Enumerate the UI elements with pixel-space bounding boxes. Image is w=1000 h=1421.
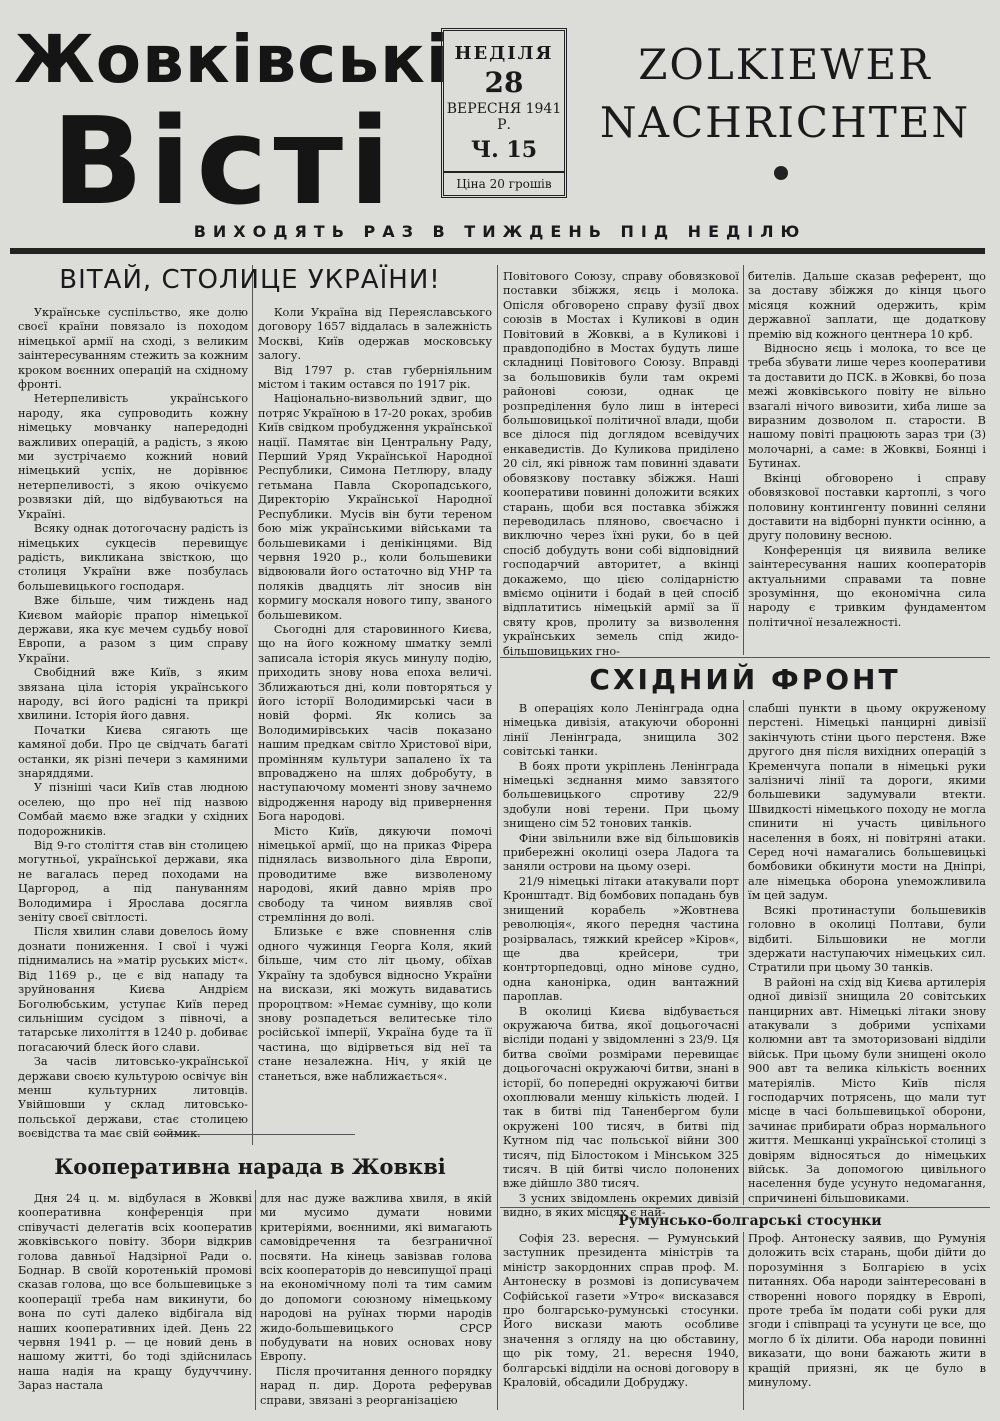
article-coop-column-3 — [503, 270, 739, 656]
paragraph: Національно-визвольний здвиг, що потряс Україною в 17-20 роках, зробив Київ свідком пробудження української нації. Памятає він Центральну Раду, Перший Уряд Української Народної Республики, Симона Петлюру, владу гетьмана Павла Скоропадського, Директорію Української Народної Республики. Мусів він бути тереном бою між українськими військами та большевиками і денікінцями. Від червня 1920 р., коли большевики відвоювали його остаточно від УНР та поляків двадцять літ зносив він кормигу москаля нового типу, званого большевиком. — [258, 392, 492, 622]
paragraph: Українське суспільство, яке долю своєї країни повязало із походом німецької армії на сході, з великим заінтересуванням стежить за кожним кроком воєнних операцій на східному фронті. — [18, 306, 248, 392]
paragraph: У пізніші часи Київ став людною оселею, що про неї під назвою Сомбай маємо вже згадки у східних подорожників. — [18, 781, 248, 838]
column-divider — [743, 265, 744, 655]
paragraph: Фіни звільнили вже від більшовиків прибережні околиці озера Ладога та заняли острови на цьому озері. — [503, 831, 739, 874]
issue-price: Ціна 20 грошів — [444, 171, 564, 195]
paragraph: Софія 23. вересня. — Румунський заступник президента міністрів та міністр закордонних справ проф. М. Антонеску в розмові із дописувачем Софійської газети »Утро« висказався про болгарсько-румунські стосунки. Його вискази мають особливе значення з огляду на цю обставину, що рік тому, 21. вересня 1940, болгарські відділи на основі договору в Краловій, обсадили Добруджу. — [503, 1232, 739, 1390]
paragraph: В операціях коло Ленінграда одна німецька дивізія, атакуючи оборонні лінії Ленінграда, знищила 302 совітські танки. — [503, 702, 739, 759]
masthead-title — [14, 21, 450, 232]
column-divider — [497, 265, 498, 1410]
issue-month-year: ВЕРЕСНЯ 1941 Р. — [446, 101, 562, 133]
masthead-dot — [774, 166, 788, 180]
paragraph: Місто Київ, дякуючи помочі німецької армії, що на приказ Фірера піднялась визвольного діла Европи, проводитиме вже визволеному народові, який давно мріяв про свободу та чином виявляв свої стремління до волі. — [258, 824, 492, 925]
article-coop-column-1 — [18, 1192, 252, 1410]
paragraph: Вже більше, чим тиждень над Києвом майоріє прапор німецької держави, яка кує мечем судьбу нової Европи, а разом з цим справу України. — [18, 594, 248, 665]
paragraph: В околиці Києва відбувається окружаюча битва, якої доцьогочасні вісліди подані у звідомленні з 23/9. Ця битва своїми розмірами перевищає доцьогочасні окружаючі битви, знані в історії, бо попередні окружаючі битви охоплювали меншу кількість людей. І так в битві під Таненбергом були окружені 100 тисяч, в битві під Кутном під час польської війни 300 тисяч, під Білостоком і Мінськом 325 тисяч. В цій битві число полонених вже дійшло 380 тисяч. — [503, 1004, 739, 1191]
paragraph: В боях проти укріплень Ленінграда німецькі зєднання мимо завзятого большевицького спротиву 22/9 здобули нові терени. При цьому знищено сім 52 тонових танків. — [503, 759, 739, 831]
article-rom-headline: Румунсько-болгарські стосунки — [618, 1213, 882, 1229]
paragraph: Після прочитання денного порядку нарад п. дир. Дорота реферував справи, звязані з реорганізацією — [260, 1364, 492, 1407]
paragraph: Проф. Антонеску заявив, що Румунія доложить всіх старань, щоби дійти до порозуміння з Болгарією в усіх питаннях. Оба народи заінтересовані в створенні нового порядку в Европі, проте треба їм подати собі руки для згоди і співпраці та усунути це все, що могло б їх ділити. Оба народи повинні виказати, що вони бажають жити в кращій приязні, як це було в минулому. — [748, 1232, 986, 1390]
masthead-title-line1: Жовківські — [14, 21, 450, 98]
german-title-line1: ZOLKIEWER — [638, 40, 932, 89]
column-divider — [743, 700, 744, 1205]
german-title-line2: NACHRICHTEN — [599, 98, 971, 147]
paragraph: Від 9-го століття став він столицею могутньої, української держави, яка не вагалась перед походами на Царгород, а під пануванням Володимира і Ярослава досягла зеніту своєї світлості. — [18, 839, 248, 925]
paragraph: Від 1797 р. став губерніяльним містом і таким остався по 1917 рік. — [258, 363, 492, 392]
paragraph: Конференція ця виявила велике заінтересування наших кооператорів актуальними справами та повне зрозуміння, що економічна сила народу є тривким фундаментом політичної незалежності. — [748, 543, 986, 629]
issue-day: 28 — [484, 66, 524, 99]
column-divider — [743, 1232, 744, 1410]
paragraph: Дня 24 ц. м. відбулася в Жовкві кооперативна конференція при співучасті делегатів всіх кооператив жовківського повіту. Збори відкрив голова давньої Надзірної Ради о. Боднар. В своїй коротенькій промові сказав голова, що все большевицьке з кооперації треба нам викинути, бо вона по суті далеко відбігала від наших кооперативних ідей. День 22 червня 1941 р. — це новий день в нашому житті, бо тоді здійснилась наша надія на кращу будуччину. Зараз настала — [18, 1192, 252, 1393]
paragraph: З усних звідомлень окремих дивізій видно, в яких місцях є най- — [503, 1191, 739, 1220]
paragraph: Всяку однак дотогочасну радість із німецьких сукцесів перевищує радість, викликана звісткою, що столиця України вже позбулась большевицького господаря. — [18, 522, 248, 593]
paragraph: Відносно яєць і молока, то все це треба збувати лише через кооперативи та доставити до ПСК. в Жовкві, бо поза межі жовківського повіту не вільно взагалі нічого вивозити, хиба лише за виразним дозволом п. старости. В нашому повіті працюють зараз три (3) молочарні, а саме: в Жовкві, Боянці і Бутинах. — [748, 342, 986, 471]
article-kyiv-column-1 — [18, 306, 248, 1141]
paragraph: слабші пункти в цьому окруженому перстені. Німецькі панцирні дивізії закінчують стіни цього перстеня. Вже другого дня після вихідних операцій з Кременчуга попали в німецькі руки залізничі лінії та дороги, якими большевики задумували втекти. Швидкості німецького походу не могла спинити ні участь цивільного населення в боях, ні повітряні атаки. Серед ночі намагались большевицькі бомбовики обкинути мости на Дніпрі, але німецька оборона уneможливила їм цей задум. — [748, 702, 986, 903]
paragraph: Свобідний вже Київ, з яким звязана ціла історія українського народу, всі його радісні та прикрі хвилини. Історія його давня. — [18, 666, 248, 723]
paragraph: Нетерпеливість українського народу, яка супроводить кожну німецьку мовчанку напередодні важливих операцій, а радість, з якою ми зустрічаємо кожний новий німецький успіх, не дорівнює нетерпеливості, з якою очікуємо розвязки дій, що відбуваються на Україні. — [18, 392, 248, 521]
paragraph: Повітового Союзу, справу обовязкової поставки збіжжя, яєць і молока. Опісля обговорено справу фузії двох союзів в Мостах і Куликові в один Повітовий в Жовкві, а в Куликові і правдоподібно в Мостах будуть лише складниці Повітового Союзу. Вправді за большовиків були там окремі районові союзи, однак це розпреділення було лиш в інтересі большовицької політичної влади, щоби все ділося під доглядом всевідучих енкаведистів. До Куликова приділено 20 сіл, які рівнож там повинні здавати обовязкову поставку збіжжя. Наші кооперативи повинні доложити всяких старань, щоби вся поставка збіжжя переводилась пляново, своєчасно і виключно через їхні руки, бо в цей спосіб добудуть вони собі відповідний господарчий авторитет, а вкінці докажемо, що цією солідарністю вміємо оцінити і бодай в цей спосіб відплатитись німецькій армії за її святу кров, пролиту за визволення українських земель спід жидо-більшовицьких гно- — [503, 270, 739, 658]
paragraph: бителів. Дальше сказав референт, що за доставу збіжжя до кінця цього місяця кожний одержить, крім державної заплати, ще додаткову премію від кожного центнера 10 крб. — [748, 270, 986, 341]
article-front-column-2 — [748, 702, 986, 1207]
issue-number: Ч. 15 — [470, 137, 538, 163]
paragraph: Близьке є вже сповнення слів одного чужинця Георга Коля, який більше, чим сто літ цьому, обїхав Україну та здобувся відносно України на вискази, які можуть видаватись пророцтвом: »Немає сумніву, що коли знову розпадеться велитеське тіло російської імперії, Україна буде та її частина, що відірветься від неї та стане незалежна. Ніч, у якій це станеться, вже наближається«. — [258, 925, 492, 1083]
issue-weekday: НЕДІЛЯ — [454, 43, 554, 64]
paragraph: Після хвилин слави довелось йому дознати пониження. І свої і чужі піднимались на »матір руських міст«. Від 1169 р., це є від нападу та зруйновання Києва Андрієм Боголюбським, уступає Київ перед сильнішим сусідом з півночі, а татарське лихоліття в 1240 р. добиває погасаючий блеск його слави. — [18, 925, 248, 1054]
paragraph: Коли Україна від Переяславського договору 1657 віддалась в залежність Москві, Київ одержав московську залогу. — [258, 306, 492, 363]
masthead-title-line2: Вісті — [51, 93, 397, 232]
publication-frequency: ВИХОДЯТЬ РАЗ В ТИЖДЕНЬ ПІД НЕДІЛЮ — [193, 222, 807, 241]
article-front-column-1 — [503, 702, 739, 1220]
article-rom-column-2 — [748, 1232, 986, 1410]
article-rom-column-1 — [503, 1232, 739, 1410]
paragraph: для нас дуже важлива хвиля, в якій ми мусимо думати новими критеріями, воєнними, які вимагають самовідречення та безграничної посвяти. На кінець завізвав голова всіх кооператорів до невсипущої праці на економічному полі та тим самим до допомоги союзному німецькому народові на руїнах тюрми народів жидо-большевицького СРСР побудувати на нових основах нову Европу. — [260, 1192, 492, 1364]
paragraph: Всякі протинаступи большевиків головно в околиці Полтави, були відбиті. Більшовики не могли здержати наступаючих німецьких сил. Стратили при цьому 30 танків. — [748, 903, 986, 975]
issue-date-box — [441, 28, 567, 198]
paragraph: Початки Києва сягають ще камяної доби. Про це свідчать багаті останки, як різні печери з камяними знаряддями. — [18, 723, 248, 780]
paragraph: 21/9 німецькі літаки атакували порт Кронштадт. Від бомбових попадань був знищений корабель »Жовтнева революція«, якого передня частина розірвалась, тяжкий крейсер »Кіров«, ще два крейсери, три контрторпедовці, одно мінове судно, одна канонірка, один вантажний пароплав. — [503, 874, 739, 1004]
masthead-rule — [10, 248, 985, 254]
paragraph: Вкінці обговорено і справу обовязкової поставки картоплі, з чого половину контингенту повинні селяни доставити на відборні пункти осінню, а другу половину весною. — [748, 471, 986, 543]
masthead-german-title — [580, 36, 990, 152]
paragraph: За часів литовсько-української держави своєю культурою освічує він менш культурних литовців. Увійшовши у склад литовсько-польської держави, стає столицею воєвідства та має свій соймик. — [18, 1055, 248, 1141]
paragraph: Сьогодні для старовинного Києва, що на його кожному шматку землі записала історія якусь минулу подію, приходить знову нова епоха величі. Зближаються дні, коли повторяться у його історії Володимирські часи в новій формі. Як колись за Володимирівських часів показано нашим предкам світло Христової віри, промінням культури запалено їх та впроваджено на шлях добробуту, в наступаючому моменті знову зачнемо відродження народу від привернення Бога народові. — [258, 622, 492, 824]
article-coop-column-4 — [748, 270, 986, 656]
paragraph: В районі на схід від Києва артилерія одної дивізії знищила 20 совітських панцирних авт. Німецькі літаки знову атакували з добрими успіхами колюмни авт та змоторизовані відділи військ. При цьому були знищені около 900 авт та велика кількість воєнних матеріялів. Місто Київ після господарчих потрясень, що мали тут місце в часі большевицької оборони, зачинає прибирати образ нормального життя. Мешканці української столиці з довірям відносяться до німецьких військ. За допомогою цивільного населення буде усунуто недомагання, спричинені більшовиками. — [748, 975, 986, 1205]
article-kyiv-headline: ВІТАЙ, СТОЛИЦЕ УКРАЇНИ! — [59, 265, 441, 295]
article-front-headline: СХІДНИЙ ФРОНТ — [589, 663, 901, 696]
article-coop-headline: Кооперативна нарада в Жовкві — [54, 1154, 446, 1179]
article-kyiv-column-2 — [258, 306, 492, 1136]
column-divider — [255, 1190, 256, 1410]
article-coop-column-2 — [260, 1192, 492, 1410]
column-divider — [252, 265, 253, 1145]
